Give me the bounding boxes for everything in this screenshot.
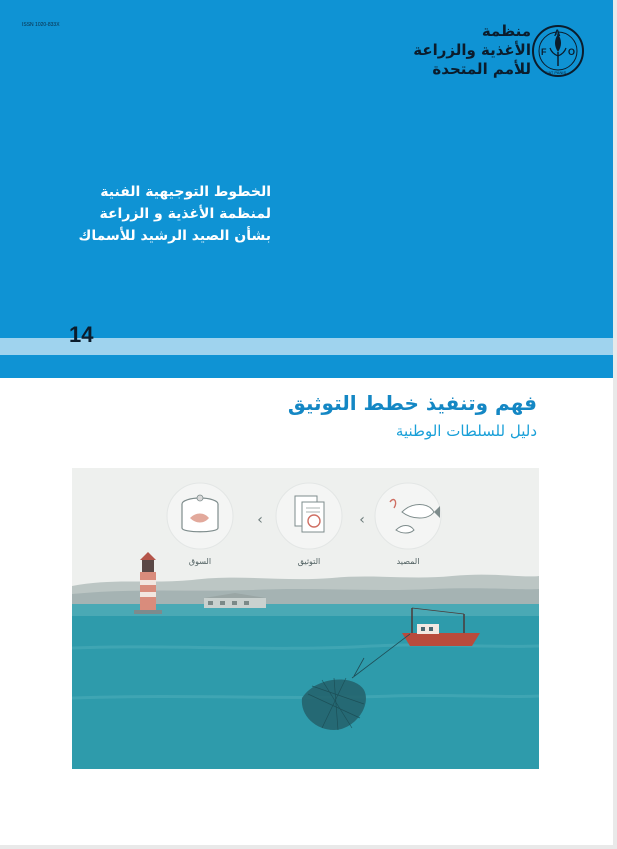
logo-letter-a: A [554,28,561,38]
page-shadow-bottom [0,845,617,849]
series-line-2: لمنظمة الأغذية و الزراعة [99,206,271,222]
cover-illustration [72,468,539,769]
org-line-1: منظمة [481,22,531,40]
logo-motto: FIAT PANIS [545,70,567,75]
series-line-3: بشأن الصيد الرشيد للأسماك [78,228,271,244]
series-title [79,181,271,247]
organization-name [413,22,531,79]
document-subtitle: دليل للسلطات الوطنية [395,422,537,440]
chevron-left-icon: ‹ [359,512,365,528]
step-label-market: السوق [188,557,212,566]
series-number: 14 [69,322,94,347]
series-line-1: الخطوط التوجيهية الفنية [100,184,271,200]
page-shadow-right [613,0,617,849]
fish-can-icon [182,495,218,532]
org-line-2: الأغذية والزراعة [413,41,531,59]
org-line-3: للأمم المتحدة [432,60,531,78]
cover-header-band [0,0,613,378]
step-label-catch: المصيد [396,557,420,566]
logo-letter-o: O [568,47,576,57]
document-title: فهم وتنفيذ خطط التوثيق [287,391,537,415]
step-label-documentation: التوثيق [297,557,321,566]
isbn-text: ISSN 1020-833X [22,22,60,28]
logo-letter-f: F [541,47,547,57]
fao-logo [531,22,585,80]
chevron-left-icon: ‹ [257,512,263,528]
